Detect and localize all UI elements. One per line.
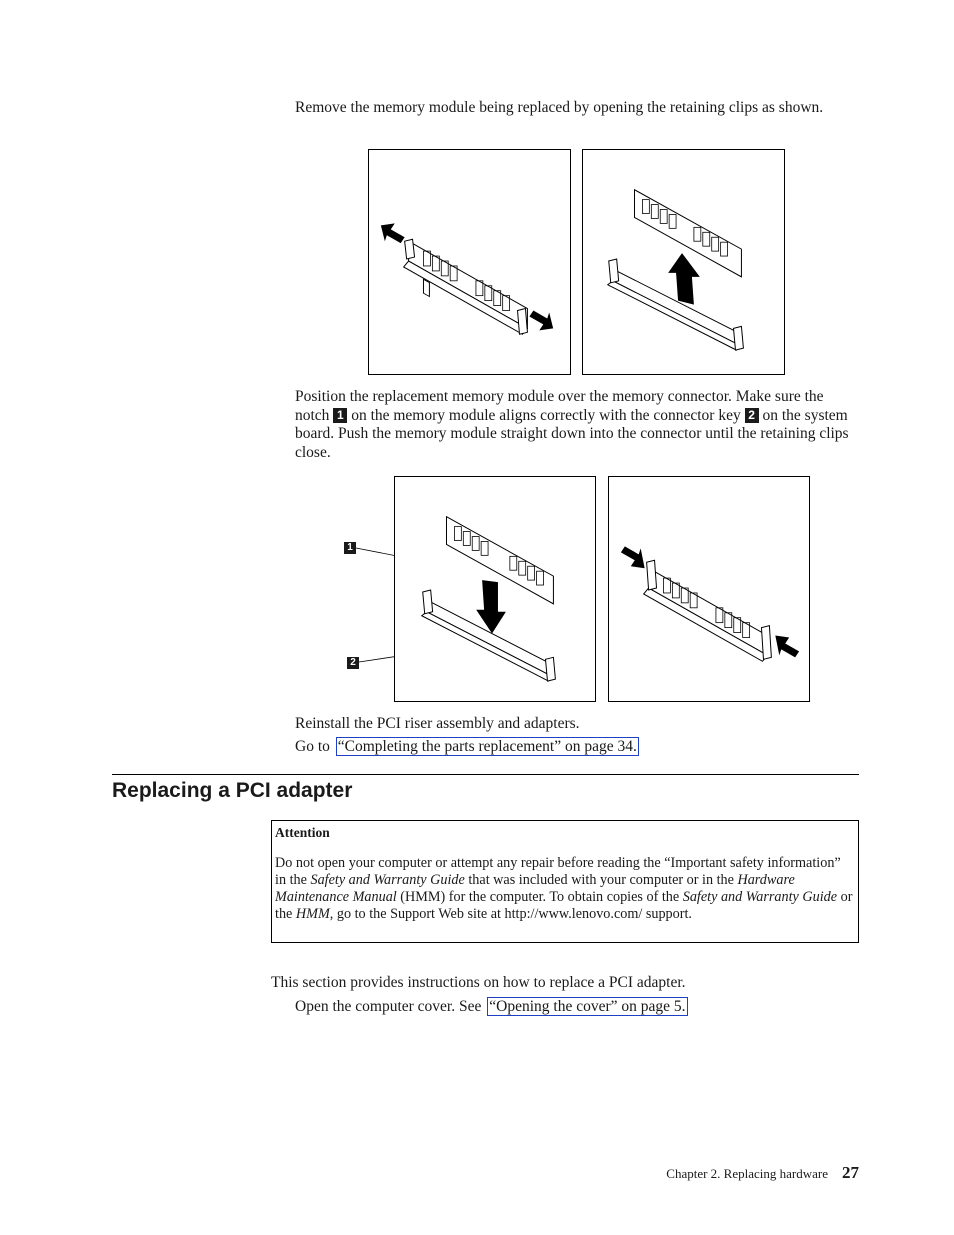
figure-remove-module bbox=[582, 149, 785, 375]
goto-prefix: Go to bbox=[295, 738, 330, 755]
memory-module-insert-illustration bbox=[395, 477, 595, 701]
attention-italic-3: Safety and Warranty Guide bbox=[682, 889, 838, 905]
completing-parts-link[interactable]: “Completing the parts replacement” on page 34. bbox=[337, 738, 637, 755]
pci-intro: This section provides instructions on how to replace a PCI adapter. bbox=[271, 974, 686, 991]
attention-text-1: Do not open your computer or attempt any repair before reading the “Important safety information” in the bbox=[275, 855, 841, 888]
arrow-left-icon bbox=[381, 223, 405, 243]
reinstall-instruction: Reinstall the PCI riser assembly and adapters. bbox=[295, 715, 580, 732]
attention-italic-4: HMM bbox=[295, 906, 330, 922]
page-footer bbox=[666, 1163, 859, 1183]
memory-module-removal-illustration bbox=[583, 150, 784, 374]
attention-text-2: that was included with your computer or in the bbox=[464, 872, 738, 888]
figure-clips-close bbox=[608, 476, 810, 702]
remove-instruction: Remove the memory module being replaced by opening the retaining clips as shown. bbox=[295, 99, 824, 116]
position-instruction bbox=[295, 388, 853, 462]
figure-label-key: 2 bbox=[347, 657, 359, 669]
section-divider bbox=[112, 774, 859, 775]
attention-title: Attention bbox=[275, 825, 330, 840]
memory-clips-close-illustration bbox=[609, 477, 809, 701]
arrow-up-icon bbox=[668, 253, 700, 304]
position-text-3: on the system board. Push the memory module straight down into the connector until the retaining clips close. bbox=[295, 406, 849, 461]
arrow-down-icon bbox=[476, 580, 506, 633]
arrow-right-icon bbox=[529, 311, 553, 331]
section-heading: Replacing a PCI adapter bbox=[112, 779, 353, 802]
chapter-label: Chapter 2. Replacing hardware bbox=[666, 1166, 828, 1181]
arrow-left-up-icon bbox=[775, 636, 799, 658]
arrow-right-down-icon bbox=[621, 546, 645, 568]
key-callout-badge: 2 bbox=[745, 408, 759, 423]
attention-italic-1: Safety and Warranty Guide bbox=[310, 872, 465, 888]
figure-open-clips bbox=[368, 149, 571, 375]
opening-cover-link[interactable]: “Opening the cover” on page 5. bbox=[489, 998, 686, 1015]
open-cover-prefix: Open the computer cover. See bbox=[295, 998, 482, 1015]
figure-insert-module bbox=[394, 476, 596, 702]
open-cover-instruction bbox=[295, 998, 688, 1017]
position-text-2: on the memory module aligns correctly with the connector key bbox=[351, 406, 741, 424]
position-text-1: Position the replacement memory module over the memory connector. Make sure the notch bbox=[295, 388, 824, 424]
attention-notice bbox=[271, 820, 859, 943]
figure-label-notch: 1 bbox=[344, 542, 356, 554]
memory-clips-open-illustration bbox=[369, 150, 570, 374]
attention-text-5: , go to the Support Web site at http://www.lenovo.com/ support. bbox=[329, 906, 692, 922]
attention-italic-2: Hardware Maintenance Manual bbox=[275, 872, 795, 905]
attention-body bbox=[275, 855, 854, 923]
attention-text-3: (HMM) for the computer. To obtain copies of the bbox=[396, 889, 683, 905]
goto-instruction bbox=[295, 738, 639, 757]
notch-callout-badge: 1 bbox=[333, 408, 347, 423]
page-number: 27 bbox=[842, 1163, 859, 1182]
attention-text-4: or the bbox=[275, 889, 853, 922]
